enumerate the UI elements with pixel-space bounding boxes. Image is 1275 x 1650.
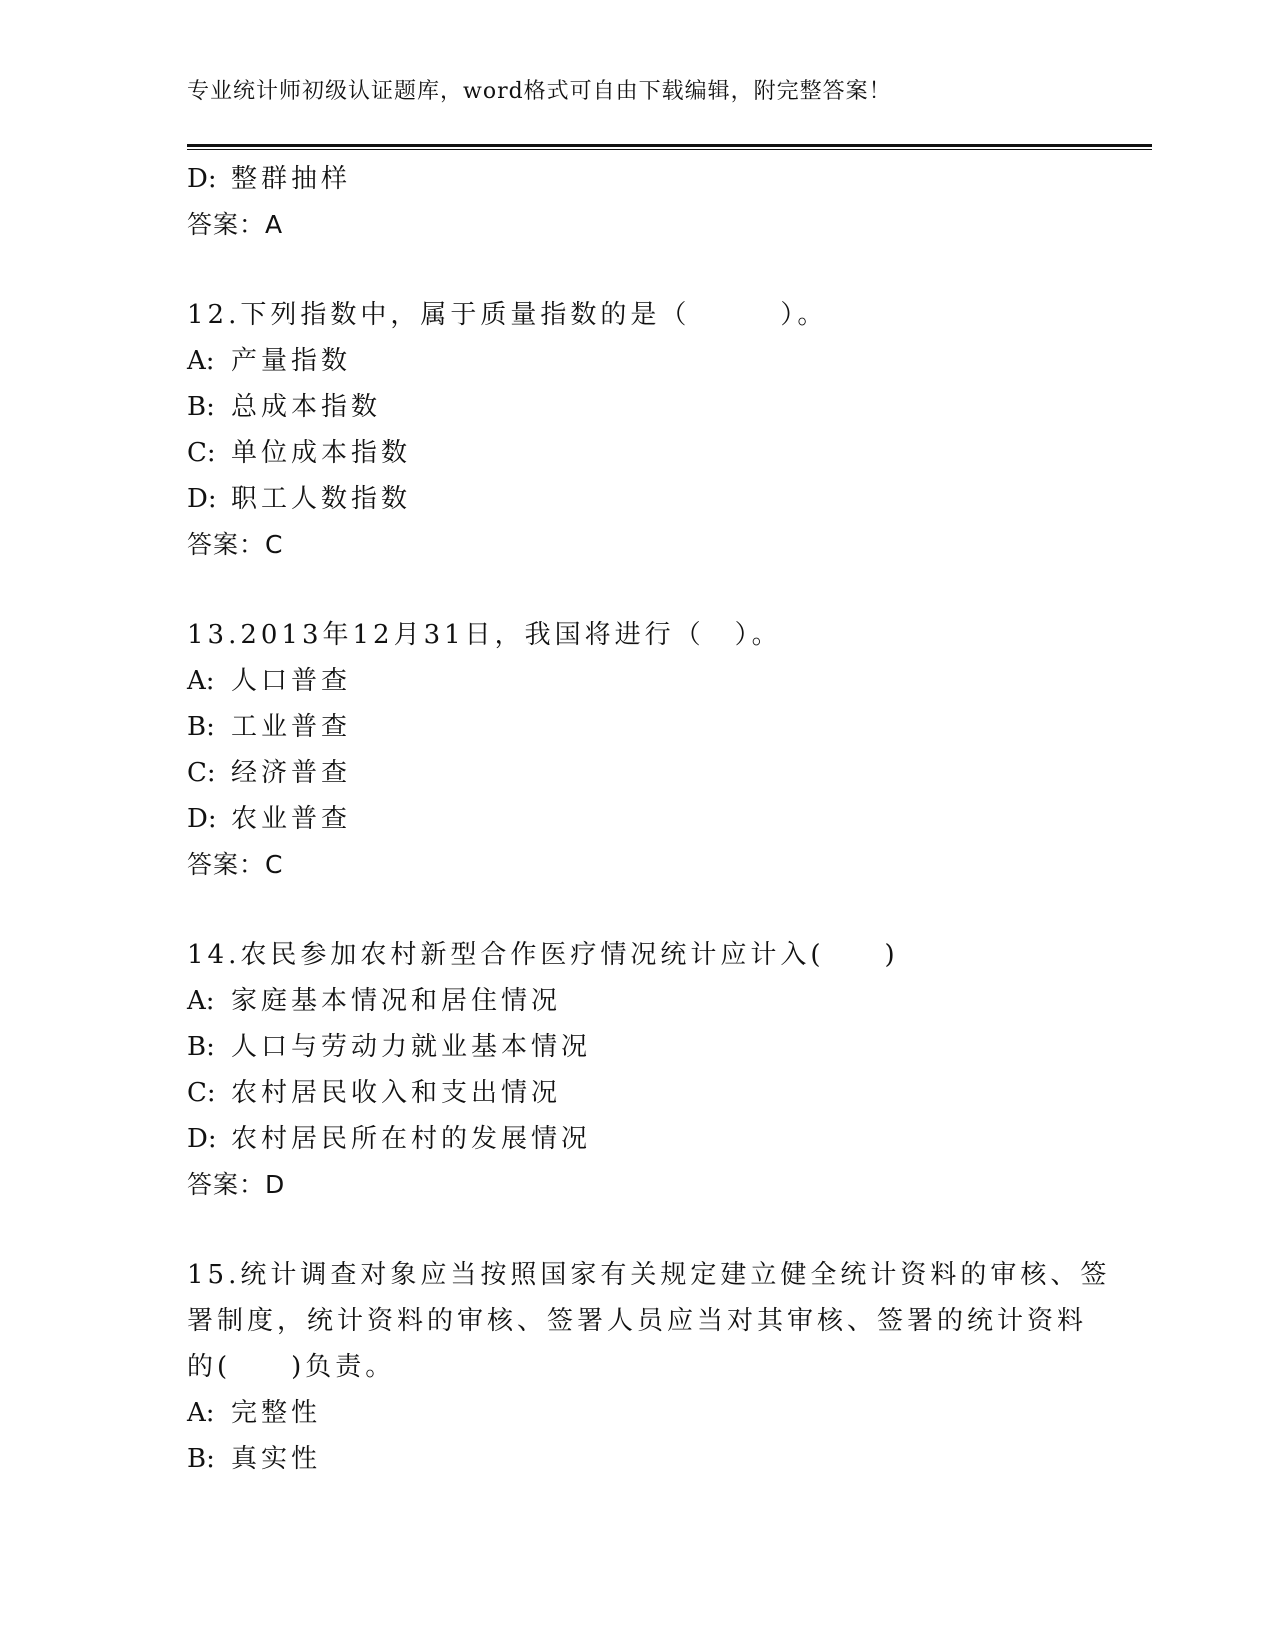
option-key: C: [187,438,216,468]
option-text: 人口普查 [231,666,352,696]
option-key: C: [187,1078,216,1108]
option-text: 农村居民所在村的发展情况 [231,1124,592,1154]
answer-line: 答案：C [187,530,284,559]
option-key: A: [187,666,215,696]
option-text: 单位成本指数 [231,438,412,468]
header-rule-thin [187,149,1152,150]
option-text: 工业普查 [231,712,352,742]
option-a [187,1390,1087,1436]
option-b [187,1436,1087,1482]
question-stem-line: 的( )负责。 [187,1352,396,1382]
option-key: C: [187,758,216,788]
question-stem: 13.2013年12月31日，我国将进行（ ）。 [187,620,782,650]
option-text: 完整性 [231,1398,322,1428]
option-key: D: [187,804,217,834]
option-text: 产量指数 [231,346,352,376]
question-stem: 14.农民参加农村新型合作医疗情况统计应计入( ) [187,940,899,970]
answer-line: 答案：D [187,1170,286,1199]
option-text: 人口与劳动力就业基本情况 [231,1032,592,1062]
question-stem: 12.下列指数中，属于质量指数的是（ ）。 [187,300,828,330]
header-rule-thick [187,144,1152,147]
option-key: B: [187,392,215,422]
option-key: A: [187,986,215,1016]
option-key: D: [187,1124,217,1154]
option-text: 农村居民收入和支出情况 [231,1078,562,1108]
option-d [187,1116,1087,1162]
option-key: B: [187,712,215,742]
option-key: A: [187,346,215,376]
document-body [187,156,1111,1482]
option-c [187,430,1087,476]
question-12 [187,292,1087,568]
option-d [187,156,1087,202]
option-b [187,384,1087,430]
question-15 [187,1252,1111,1482]
option-text: 农业普查 [231,804,352,834]
option-key: D: [187,484,217,514]
option-text: 家庭基本情况和居住情况 [231,986,562,1016]
option-c [187,750,1087,796]
option-c [187,1070,1087,1116]
option-key: B: [187,1032,215,1062]
option-a [187,978,1087,1024]
question-stem-line: 署制度，统计资料的审核、签署人员应当对其审核、签署的统计资料 [187,1306,1088,1336]
option-a [187,338,1087,384]
option-key: D: [187,164,217,194]
page-header: 专业统计师初级认证题库，word格式可自由下载编辑，附完整答案！ [187,79,892,104]
answer-line: 答案：C [187,850,284,879]
question-14 [187,932,1087,1208]
option-d [187,476,1087,522]
answer-line: 答案：A [187,210,284,239]
option-a [187,658,1087,704]
option-text: 总成本指数 [231,392,382,422]
option-b [187,1024,1087,1070]
option-b [187,704,1087,750]
option-key: A: [187,1398,215,1428]
option-text: 经济普查 [231,758,352,788]
option-key: B: [187,1444,215,1474]
question-13 [187,612,1087,888]
option-text: 职工人数指数 [231,484,412,514]
question-stem-line: 15.统计调查对象应当按照国家有关规定建立健全统计资料的审核、签 [187,1260,1111,1290]
option-text: 真实性 [231,1444,322,1474]
option-text: 整群抽样 [231,164,352,194]
option-d [187,796,1087,842]
question-stem [187,1252,1111,1390]
